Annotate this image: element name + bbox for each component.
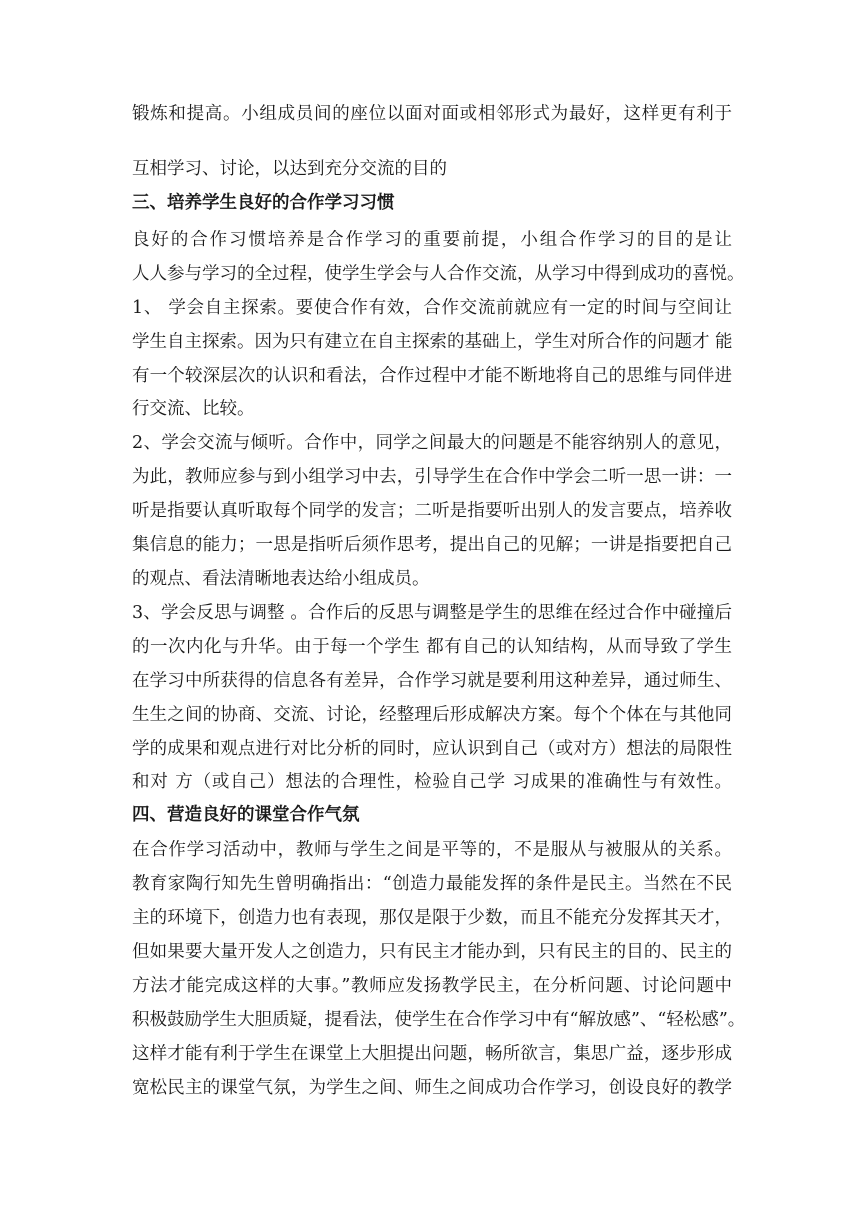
text-line: 积极鼓励学生大胆质疑，提看法，使学生在合作学习中有“解放感”、“轻松感”。 (132, 1010, 746, 1030)
text-line: 集信息的能力；一思是指听后须作思考，提出自己的见解；一讲是指要把自己 (132, 535, 732, 555)
text-line: 为此，教师应参与到小组学习中去，引导学生在合作中学会二听一思一讲：一 (132, 467, 732, 487)
text-line: 和对 方（或自己）想法的合理性，检验自己学 习成果的准确性与有效性。 (132, 772, 732, 792)
text-line: 2、学会交流与倾听。合作中，同学之间最大的问题是不能容纳别人的意见， (132, 433, 732, 453)
text-line: 宽松民主的课堂气氛，为学生之间、师生之间成功合作学习，创设良好的教学 (132, 1078, 732, 1098)
text-line: 方法才能完成这样的大事。”教师应发扬教学民主，在分析问题、讨论问题中 (132, 976, 732, 996)
text-line: 互相学习、讨论，以达到充分交流的目的 (132, 159, 447, 179)
section-heading: 四、营造良好的课堂合作气氛 (132, 805, 360, 825)
text-line: 在学习中所获得的信息各有差异，合作学习就是要利用这种差异，通过师生、 (132, 671, 732, 691)
text-line: 锻炼和提高。小组成员间的座位以面对面或相邻形式为最好，这样更有利于 (132, 104, 732, 124)
text-line: 生生之间的协商、交流、讨论，经整理后形成解决方案。每个个体在与其他同 (132, 705, 732, 725)
text-line: 良好的合作习惯培养是合作学习的重要前提，小组合作学习的目的是让 (132, 230, 732, 250)
text-line: 这样才能有利于学生在课堂上大胆提出问题，畅所欲言，集思广益，逐步形成 (132, 1044, 732, 1064)
text-line: 学的成果和观点进行对比分析的同时，应认识到自己（或对方）想法的局限性 (132, 739, 732, 759)
text-line: 的观点、看法清晰地表达给小组成员。 (132, 569, 430, 589)
text-line: 3、学会反思与调整 。合作后的反思与调整是学生的思维在经过合作中碰撞后 (132, 603, 732, 623)
text-line: 听是指要认真听取每个同学的发言；二听是指要听出别人的发言要点，培养收 (132, 501, 732, 521)
text-line: 教育家陶行知先生曾明确指出：“创造力最能发挥的条件是民主。当然在不民 (132, 874, 732, 894)
text-line: 学生自主探索。因为只有建立在自主探索的基础上，学生对所合作的问题才 能 (132, 332, 733, 352)
text-line: 人人参与学习的全过程，使学生学会与人合作交流，从学习中得到成功的喜悦。 (132, 264, 745, 284)
text-line: 在合作学习活动中，教师与学生之间是平等的，不是服从与被服从的关系。 (132, 840, 732, 860)
text-line: 1、 学会自主探索。要使合作有效，合作交流前就应有一定的时间与空间让 (132, 298, 732, 318)
text-line: 有一个较深层次的认识和看法，合作过程中才能不断地将自己的思维与同伴进 (132, 366, 732, 386)
text-line: 行交流、比较。 (132, 399, 255, 419)
text-line: 的一次内化与升华。由于每一个学生 都有自己的认知结构，从而导致了学生 (132, 637, 732, 657)
section-heading: 三、培养学生良好的合作学习习惯 (132, 193, 395, 213)
text-line: 但如果要大量开发人之创造力，只有民主才能办到，只有民主的目的、民主的 (132, 942, 732, 962)
text-line: 主的环境下，创造力也有表现，那仅是限于少数，而且不能充分发挥其天才， (132, 908, 732, 928)
